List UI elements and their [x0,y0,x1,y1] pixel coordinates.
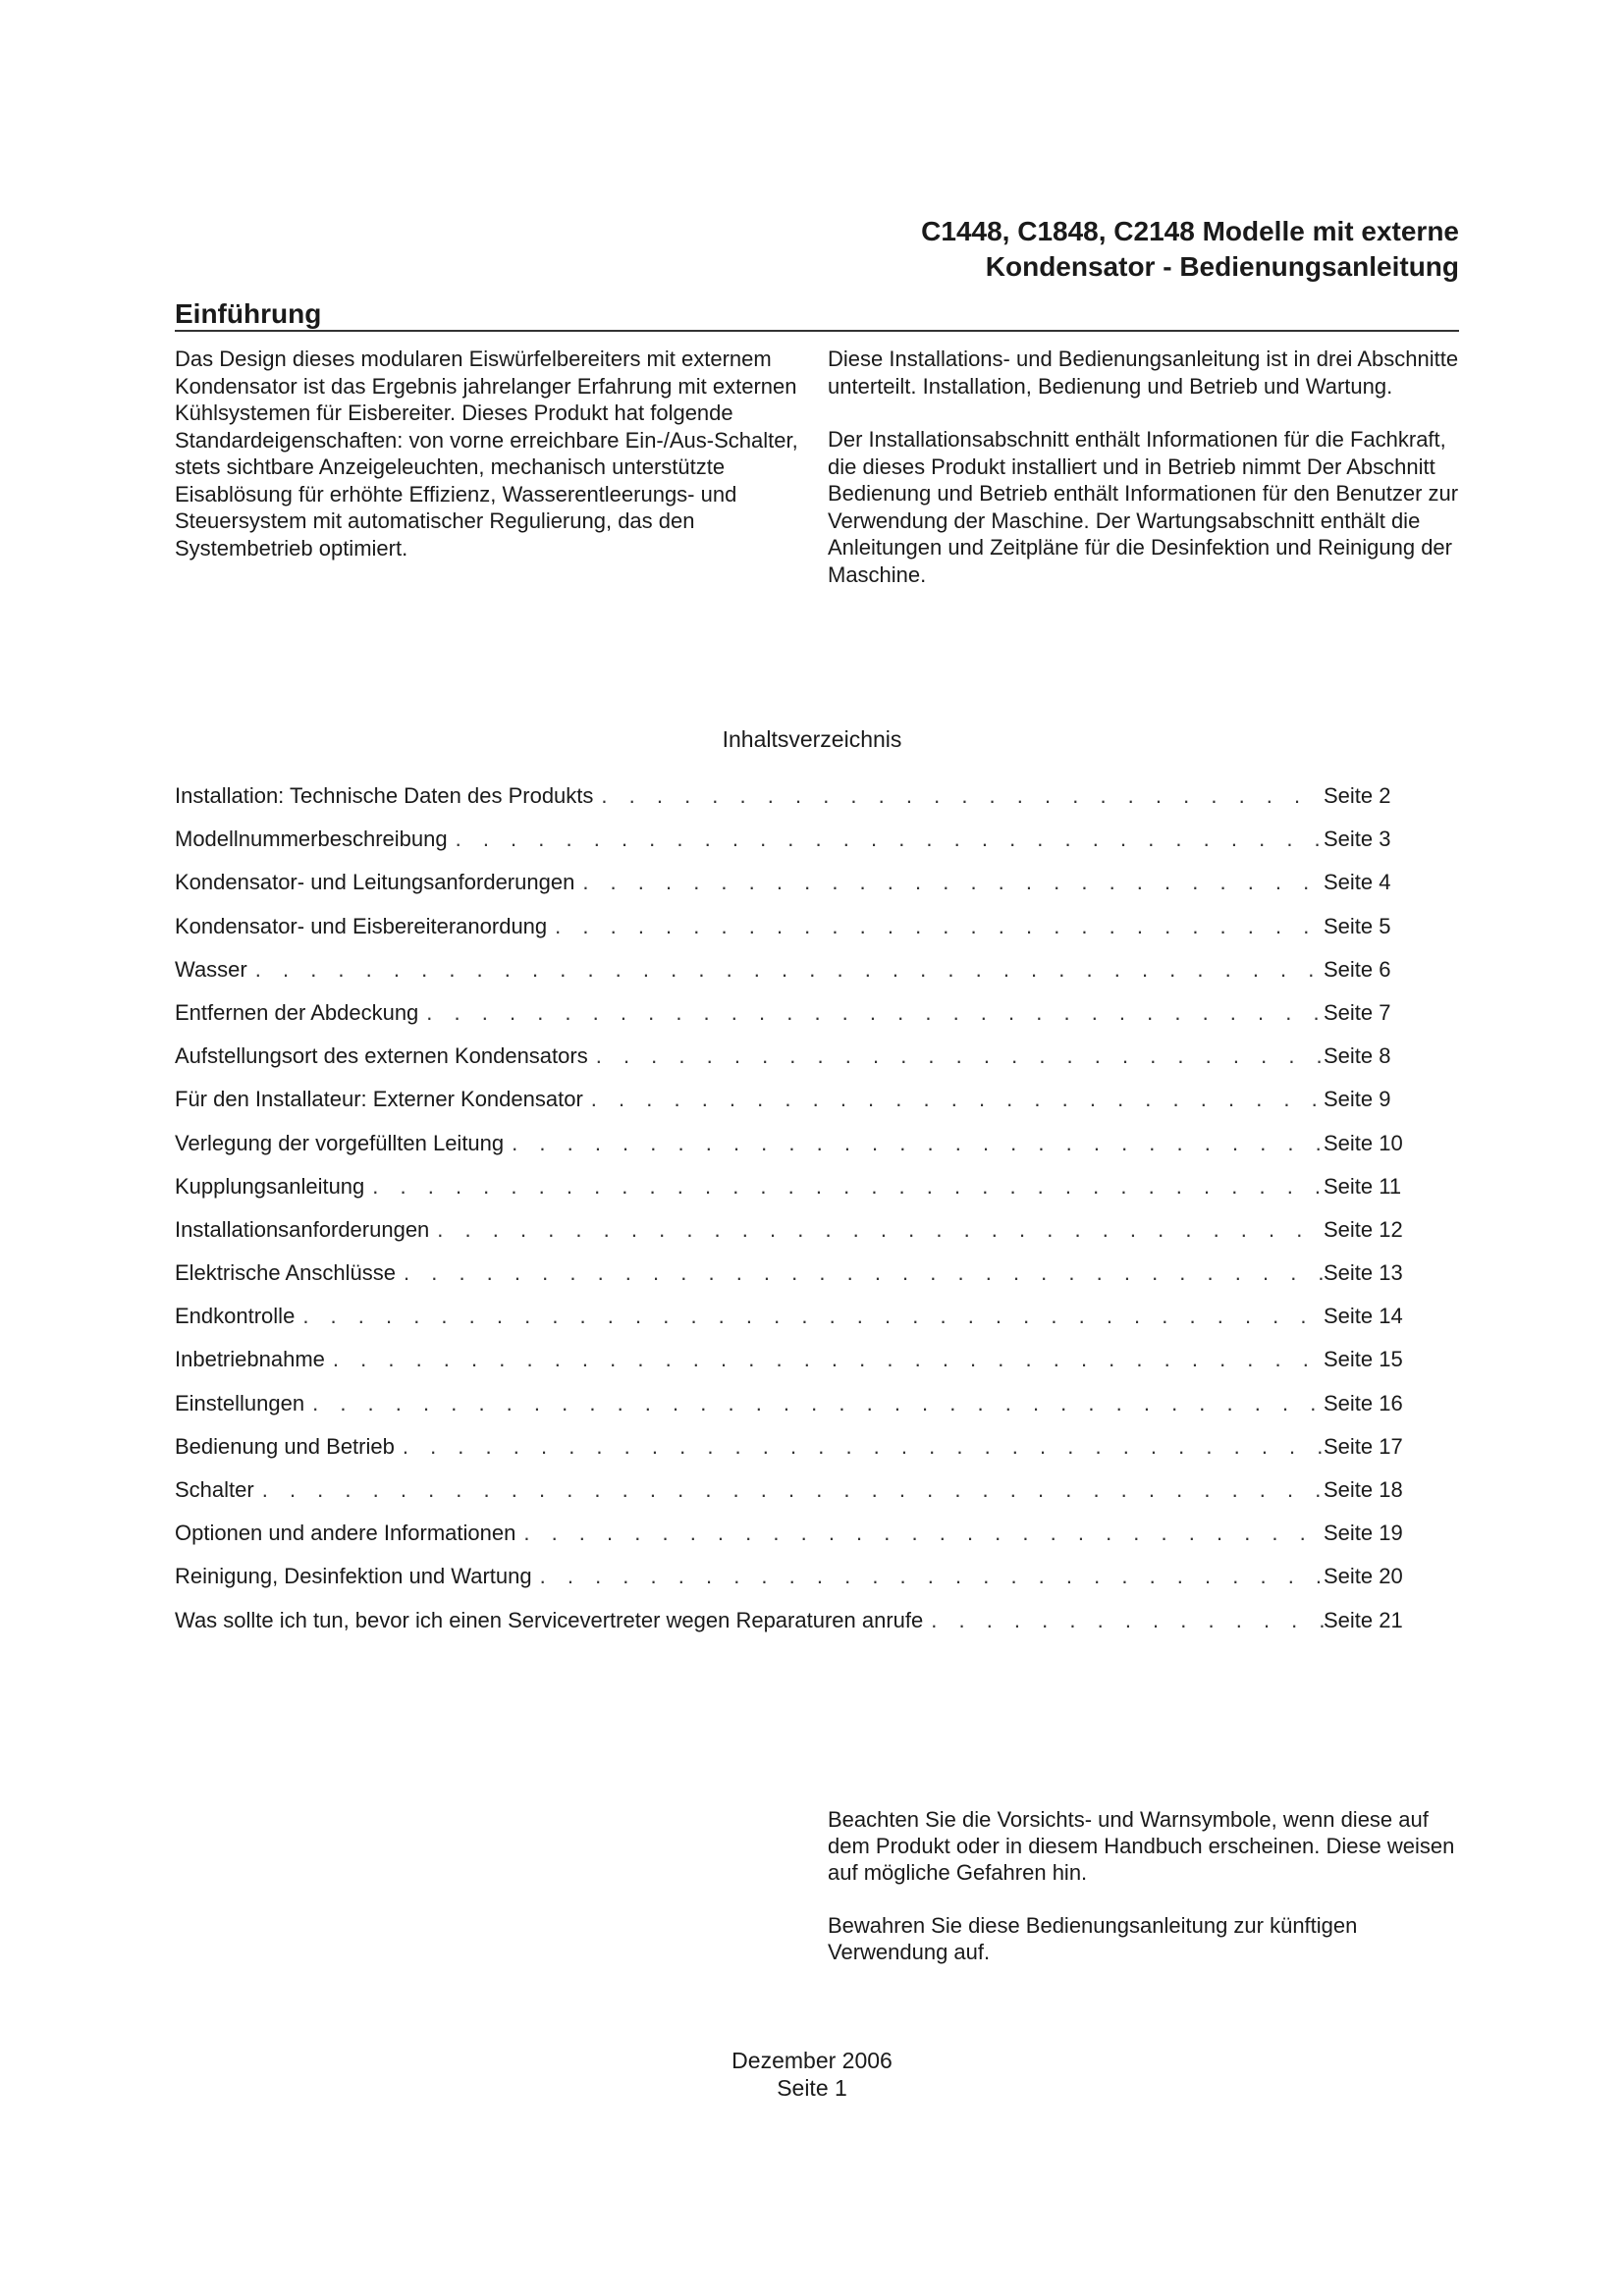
toc-entry-page: Seite 6 [1324,956,1391,982]
toc-entry-page: Seite 12 [1324,1216,1403,1242]
toc-leader-dots [593,781,1324,811]
toc-entry-label: Installationsanforderungen [175,1216,430,1242]
toc-entry-label: Verlegung der vorgefüllten Leitung [175,1130,505,1155]
toc-leader-dots [448,825,1324,854]
toc-entry [175,1562,1422,1605]
toc-entry [175,1475,1422,1519]
intro-right-paragraph-2: Der Installationsabschnitt enthält Informationen für die Fachkraft, die dieses Produkt installiert und in Betrieb nimmt Der Abschnitt Bedienung und Betrieb enthält Informationen für den Benutzer zur Verwendung der Maschine. Der Wartungsabschnitt enthält die Anleitungen und Zeitpläne für die Desinfektion und Reinigung der Maschine. [828,427,1459,587]
toc-leader-dots [923,1606,1324,1635]
heading-divider [175,330,1459,332]
toc-entry-page: Seite 3 [1324,827,1391,852]
toc-entry-label: Kondensator- und Eisbereiteranordung [175,913,548,938]
toc-leader-dots [396,1258,1324,1288]
toc-leader-dots [418,998,1324,1028]
toc-entry-page: Seite 20 [1324,1564,1403,1589]
page-footer [0,2047,1624,2102]
toc-leader-dots [247,955,1324,985]
toc-entry-page: Seite 10 [1324,1130,1403,1155]
toc-entry-label: Modellnummerbeschreibung [175,827,448,852]
toc-leader-dots [429,1215,1324,1245]
toc-entry-page: Seite 11 [1324,1173,1402,1199]
toc-leader-dots [574,868,1324,897]
toc-entry-label: Endkontrolle [175,1304,296,1329]
toc-entry [175,1432,1422,1475]
toc-entry-label: Was sollte ich tun, bevor ich einen Servicevertreter wegen Reparaturen anrufe [175,1607,924,1632]
toc-leader-dots [325,1345,1324,1374]
toc-entry-label: Optionen und andere Informationen [175,1521,516,1546]
toc-entry [175,1389,1422,1432]
toc-entry [175,868,1422,911]
toc-entry [175,1215,1422,1258]
toc-entry-label: Installation: Technische Daten des Produkts [175,783,594,808]
toc-entry [175,1129,1422,1172]
toc-leader-dots [504,1129,1324,1158]
footer-date: Dezember 2006 [731,2048,893,2073]
toc-entry-page: Seite 8 [1324,1043,1391,1069]
toc-entry-label: Schalter [175,1477,254,1502]
toc-entry-label: Wasser [175,956,247,982]
toc-leader-dots [583,1085,1324,1114]
intro-right-column [828,346,1466,588]
toc-entry-page: Seite 21 [1324,1607,1403,1632]
toc-entry-page: Seite 17 [1324,1433,1403,1459]
intro-left-column [175,346,813,561]
toc-entry-label: Bedienung und Betrieb [175,1433,395,1459]
toc-leader-dots [515,1519,1324,1548]
toc-entry [175,1041,1422,1085]
toc-entry [175,1172,1422,1215]
toc-entry [175,1519,1422,1562]
toc-entry-page: Seite 7 [1324,999,1391,1025]
toc-title: Inhaltsverzeichnis [722,726,902,752]
toc-entry-label: Für den Installateur: Externer Kondensator [175,1087,583,1112]
toc-entry-page: Seite 4 [1324,870,1391,895]
toc-leader-dots [304,1389,1324,1418]
toc-entry-page: Seite 19 [1324,1521,1403,1546]
toc-entry-page: Seite 15 [1324,1347,1403,1372]
toc-entry [175,781,1422,825]
document-title-line-2: Kondensator - Bedienungsanleitung [985,251,1459,282]
toc-entry [175,1258,1422,1302]
toc-entry [175,1606,1422,1649]
table-of-contents [175,781,1422,1649]
toc-leader-dots [364,1172,1324,1201]
toc-leader-dots [532,1562,1324,1591]
toc-entry-label: Elektrische Anschlüsse [175,1260,396,1286]
toc-entry [175,825,1422,868]
toc-entry-page: Seite 18 [1324,1477,1403,1502]
toc-leader-dots [547,912,1324,941]
toc-entry-label: Inbetriebnahme [175,1347,325,1372]
toc-leader-dots [395,1432,1324,1462]
toc-entry [175,998,1422,1041]
safety-note [828,1806,1476,1965]
toc-leader-dots [295,1302,1324,1331]
safety-note-paragraph-1: Beachten Sie die Vorsichts- und Warnsymbole, wenn diese auf dem Produkt oder in diesem Handbuch erscheinen. Diese weisen auf mögliche Gefahren hin. [828,1807,1455,1885]
toc-entry [175,1345,1422,1388]
document-title [575,214,1459,285]
document-title-line-1: C1448, C1848, C2148 Modelle mit externe [921,216,1459,246]
footer-page-number: Seite 1 [777,2075,847,2101]
intro-left-paragraph: Das Design dieses modularen Eiswürfelbereiters mit externem Kondensator ist das Ergebnis jahrelanger Erfahrung mit externen Kühlsystemen für Eisbereiter. Dieses Produkt hat folgende Standardeigenschaften: von vorne erreichbare Ein-/Aus-Schalter, stets sichtbare Anzeigeleuchten, mechanisch unterstützte Eisablösung für erhöhte Effizienz, Wasserentleerungs- und Steuersystem mit automatischer Regulierung, das den Systembetrieb optimiert. [175,347,798,561]
toc-leader-dots [588,1041,1324,1071]
toc-entry-page: Seite 9 [1324,1087,1391,1112]
toc-entry-label: Aufstellungsort des externen Kondensators [175,1043,588,1069]
intro-right-paragraph-1: Diese Installations- und Bedienungsanleitung ist in drei Abschnitte unterteilt. Installation, Bedienung und Betrieb und Wartung. [828,347,1459,399]
toc-entry-label: Kondensator- und Leitungsanforderungen [175,870,575,895]
toc-entry-label: Kupplungsanleitung [175,1173,365,1199]
toc-entry-page: Seite 2 [1324,783,1391,808]
toc-entry-label: Einstellungen [175,1390,305,1415]
toc-leader-dots [254,1475,1324,1505]
toc-entry [175,1302,1422,1345]
intro-heading: Einführung [175,298,322,329]
toc-entry-page: Seite 16 [1324,1390,1403,1415]
toc-entry-label: Reinigung, Desinfektion und Wartung [175,1564,532,1589]
toc-entry [175,955,1422,998]
toc-entry [175,1085,1422,1128]
toc-entry-page: Seite 14 [1324,1304,1403,1329]
toc-entry-page: Seite 5 [1324,913,1391,938]
safety-note-paragraph-2: Bewahren Sie diese Bedienungsanleitung zur künftigen Verwendung auf. [828,1913,1358,1964]
toc-entry-label: Entfernen der Abdeckung [175,999,419,1025]
toc-entry [175,912,1422,955]
toc-entry-page: Seite 13 [1324,1260,1403,1286]
